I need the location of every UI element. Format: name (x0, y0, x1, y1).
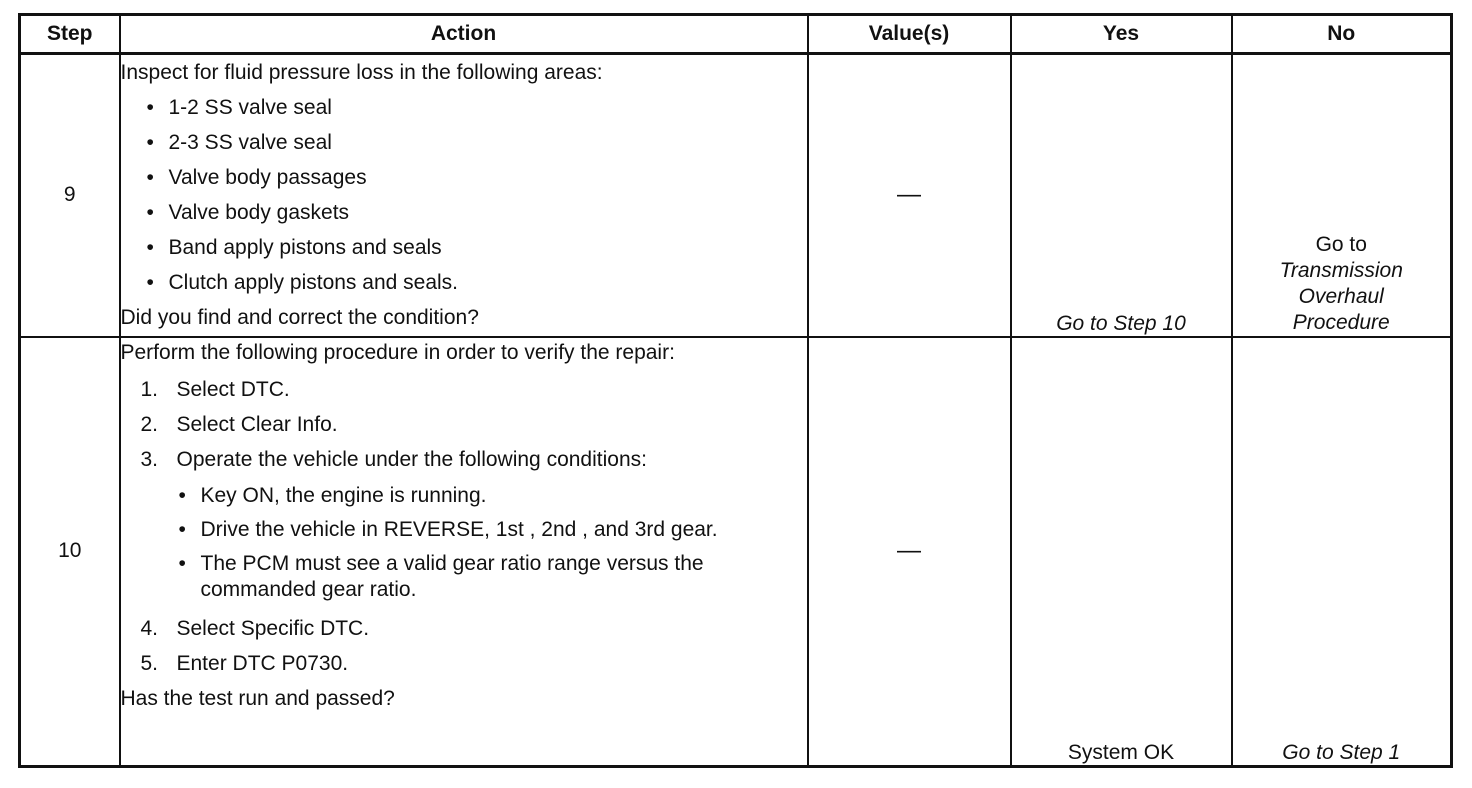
action-question: Did you find and correct the condition? (120, 306, 479, 329)
list-item: • Band apply pistons and seals (145, 230, 807, 265)
step-index: 3. (140, 447, 159, 471)
no-line: Procedure (1292, 310, 1390, 334)
no-line: Go to (1315, 232, 1367, 256)
step-text: Operate the vehicle under the following conditions: (176, 447, 647, 471)
no-line: Transmission (1279, 258, 1403, 282)
value-cell: — (808, 54, 1011, 337)
diagnostic-table (18, 13, 1453, 768)
step-text: Select DTC. (176, 377, 290, 401)
header-row (20, 15, 1452, 54)
procedure-step (141, 442, 807, 603)
bullet-list (121, 90, 807, 300)
list-item: • Valve body gaskets (145, 195, 807, 230)
procedure-step (141, 372, 807, 407)
list-item: • The PCM must see a valid gear ratio range versus the commanded gear ratio. (177, 551, 807, 603)
action-intro: Perform the following procedure in order to verify the repair: (120, 340, 675, 364)
step-text: Select Clear Info. (176, 412, 338, 436)
table-row (20, 337, 1452, 767)
list-item: • 1-2 SS valve seal (145, 90, 807, 125)
action-cell (120, 337, 808, 767)
step-index: 4. (140, 616, 159, 640)
value-cell: — (808, 337, 1011, 767)
procedure-step (141, 646, 807, 681)
procedure-step (141, 611, 807, 646)
header-no: No (1232, 15, 1452, 54)
header-action: Action (120, 15, 808, 54)
header-step: Step (20, 15, 120, 54)
action-cell (120, 54, 808, 337)
yes-cell: Go to Step 10 (1011, 54, 1232, 337)
header-yes: Yes (1011, 15, 1232, 54)
step-index: 1. (140, 377, 159, 401)
list-item: • Drive the vehicle in REVERSE, 1st , 2nd , and 3rd gear. (177, 517, 807, 543)
list-item: • Valve body passages (145, 160, 807, 195)
step-index: 2. (140, 412, 159, 436)
no-cell: Go to Step 1 (1232, 337, 1452, 767)
list-item: • Key ON, the engine is running. (177, 483, 807, 509)
action-intro: Inspect for fluid pressure loss in the following areas: (120, 61, 603, 84)
no-line: Overhaul (1298, 284, 1384, 308)
action-question: Has the test run and passed? (120, 686, 395, 710)
list-item: • Clutch apply pistons and seals. (145, 265, 807, 300)
procedure-step (141, 407, 807, 442)
table-row (20, 54, 1452, 337)
step-text: Enter DTC P0730. (176, 651, 349, 675)
yes-cell: System OK (1011, 337, 1232, 767)
step-number: 10 (20, 337, 120, 767)
step-number: 9 (20, 54, 120, 337)
condition-list (177, 483, 807, 603)
procedure-list (121, 372, 807, 681)
no-cell (1232, 54, 1452, 337)
step-index: 5. (140, 651, 159, 675)
list-item: • 2-3 SS valve seal (145, 125, 807, 160)
step-text: Select Specific DTC. (176, 616, 370, 640)
header-values: Value(s) (808, 15, 1011, 54)
